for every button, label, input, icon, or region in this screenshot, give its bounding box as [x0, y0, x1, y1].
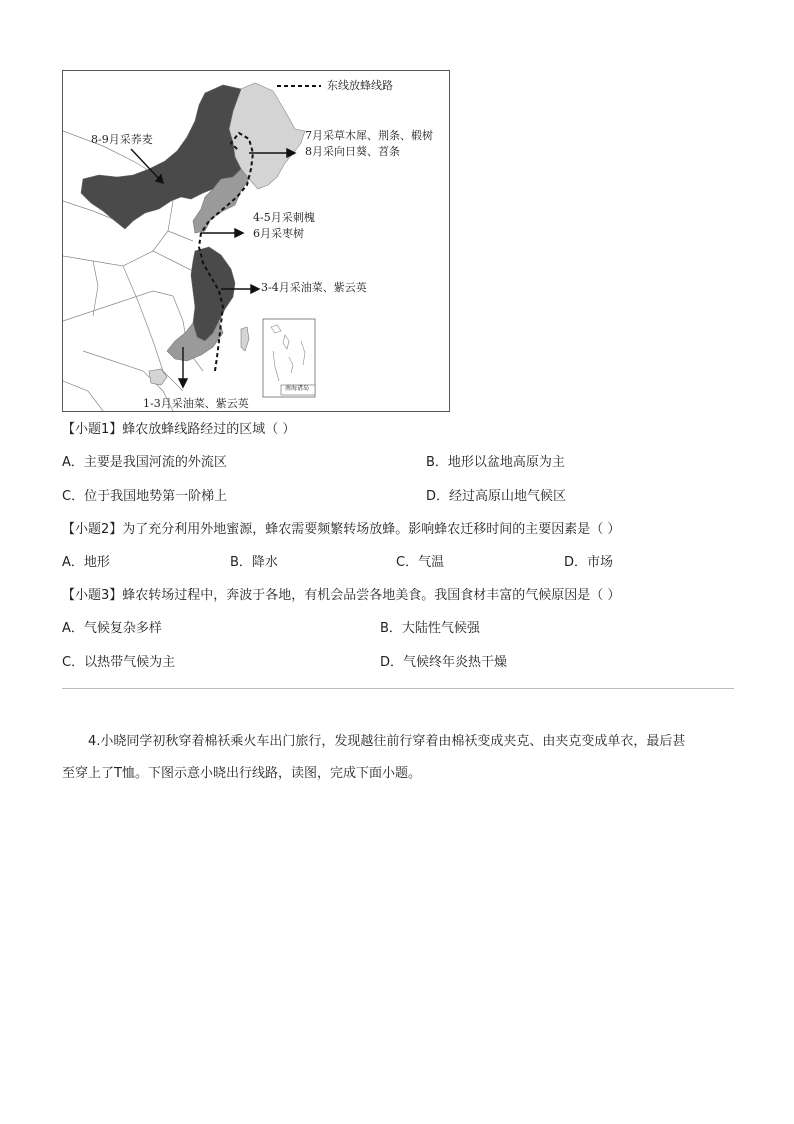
section-divider — [62, 688, 734, 689]
q1-option-d[interactable]: D．经过高原山地气候区 — [426, 489, 567, 504]
map-graphic — [63, 71, 449, 411]
q2-option-b[interactable]: B．降水 — [230, 555, 278, 570]
label-aug: 8月采向日葵、苕条 — [305, 145, 400, 158]
q1-stem: 【小题1】蜂农放蜂线路经过的区域（ ） — [62, 422, 296, 437]
q1-option-a[interactable]: A．主要是我国河流的外流区 — [62, 455, 227, 470]
q3-stem: 【小题3】蜂农转场过程中，奔波于各地，有机会品尝各地美食。我国食材丰富的气候原因是（ ） — [62, 588, 621, 603]
q3-option-d[interactable]: D．气候终年炎热干燥 — [380, 655, 508, 670]
label-jun: 6月采枣树 — [253, 227, 304, 240]
label-jul: 7月采草木犀、荆条、椴树 — [305, 129, 433, 142]
q4-text-line1: 4.小晓同学初秋穿着棉袄乘火车出门旅行，发现越往前行穿着由棉袄变成夹克、由夹克变成单衣，最后甚 — [88, 734, 686, 749]
q2-option-c[interactable]: C．气温 — [396, 555, 445, 570]
label-inset: 南海诸岛 — [285, 385, 310, 392]
bee-route-map — [62, 70, 450, 412]
q4-text-line2: 至穿上了T恤。下图示意小晓出行线路，读图，完成下面小题。 — [62, 766, 421, 781]
label-jan-mar: 1-3月采油菜、紫云英 — [143, 397, 249, 410]
q2-option-d[interactable]: D．市场 — [564, 555, 614, 570]
label-aug-sep: 8-9月采荞麦 — [91, 133, 153, 146]
q2-stem: 【小题2】为了充分利用外地蜜源，蜂农需要频繁转场放蜂。影响蜂农迁移时间的主要因素是（ ） — [62, 522, 621, 537]
q1-option-b[interactable]: B．地形以盆地高原为主 — [426, 455, 565, 470]
label-apr-may: 4-5月采刺槐 — [253, 211, 315, 224]
q3-option-b[interactable]: B．大陆性气候强 — [380, 621, 480, 636]
q3-option-c[interactable]: C．以热带气候为主 — [62, 655, 176, 670]
q1-option-c[interactable]: C．位于我国地势第一阶梯上 — [62, 489, 228, 504]
q2-option-a[interactable]: A．地形 — [62, 555, 110, 570]
legend-label: 东线放蜂线路 — [327, 79, 393, 92]
q3-option-a[interactable]: A．气候复杂多样 — [62, 621, 162, 636]
taiwan-island — [241, 327, 249, 351]
label-mar-apr: 3-4月采油菜、紫云英 — [261, 281, 367, 294]
hainan-island — [149, 369, 167, 385]
central-east-region — [191, 247, 235, 341]
